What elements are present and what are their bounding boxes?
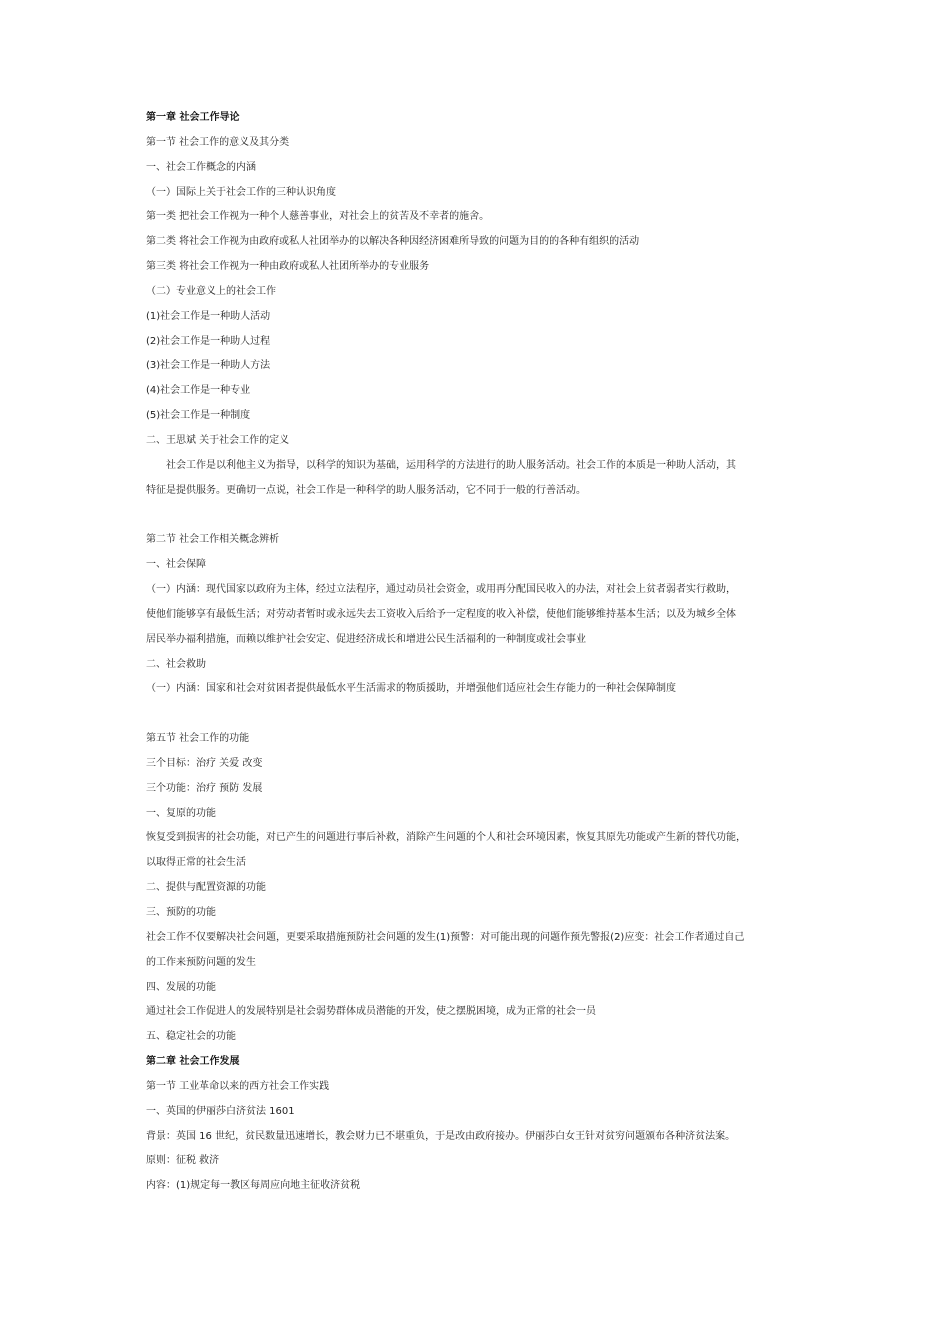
text-line: (3)社会工作是一种助人方法 (146, 360, 271, 372)
text-line: 二、社会救助 (146, 658, 206, 670)
text-line: 社会工作不仅要解决社会问题，更要采取措施预防社会问题的发生(1)预警：对可能出现的问题作预先警报(2)应变：社会工作者通过自己 (146, 931, 745, 943)
text-line: 第三类 将社会工作视为一种由政府或私人社团所举办的专业服务 (146, 261, 430, 273)
text-line: 背景：英国 16 世纪，贫民数量迅速增长，教会财力已不堪重负，于是改由政府接办。伊丽莎白女王针对贫穷问题颁布各种济贫法案。 (146, 1130, 736, 1142)
text-line: (2)社会工作是一种助人过程 (146, 335, 271, 347)
text-line: 一、社会保障 (146, 559, 206, 571)
text-line: 特征是提供服务。更确切一点说，社会工作是一种科学的助人服务活动，它不同于一般的行善活动。 (146, 484, 586, 496)
text-line: 三个功能：治疗 预防 发展 (146, 782, 263, 794)
text-line: 三个目标：治疗 关爱 改变 (146, 757, 263, 769)
text-line: 恢复受到损害的社会功能，对已产生的问题进行事后补救，消除产生问题的个人和社会环境因素，恢复其原先功能或产生新的替代功能， (146, 832, 746, 844)
text-line: 内容：(1)规定每一教区每周应向地主征收济贫税 (146, 1180, 361, 1192)
chapter-heading: 第二章 社会工作发展 (146, 1056, 240, 1068)
text-line: 二、提供与配置资源的功能 (146, 882, 266, 894)
text-line: （一）内涵：现代国家以政府为主体，经过立法程序，通过动员社会资金，或用再分配国民收入的办法，对社会上贫者弱者实行救助， (146, 584, 736, 596)
text-line: 通过社会工作促进人的发展特别是社会弱势群体成员潜能的开发，使之摆脱困境，成为正常的社会一员 (146, 1006, 596, 1018)
text-line: 第一节 工业革命以来的西方社会工作实践 (146, 1080, 330, 1092)
blank-line (146, 506, 816, 531)
text-line: （一）内涵：国家和社会对贫困者提供最低水平生活需求的物质援助，并增强他们适应社会生存能力的一种社会保障制度 (146, 683, 676, 695)
text-line: (1)社会工作是一种助人活动 (146, 310, 271, 322)
text-line: 一、社会工作概念的内涵 (146, 161, 256, 173)
text-line: 原则：征税 救济 (146, 1155, 220, 1167)
text-line: 以取得正常的社会生活 (146, 857, 246, 869)
text-line: 使他们能够享有最低生活；对劳动者暂时或永远失去工资收入后给予一定程度的收入补偿，使他们能够维持基本生活；以及为城乡全体 (146, 608, 736, 620)
text-line: 第五节 社会工作的功能 (146, 733, 250, 745)
text-line: 五、稳定社会的功能 (146, 1031, 236, 1043)
blank-line (146, 704, 816, 729)
text-line: （一）国际上关于社会工作的三种认识角度 (146, 186, 336, 198)
text-line: 三、预防的功能 (146, 907, 216, 918)
text-line: 社会工作是以利他主义为指导，以科学的知识为基础，运用科学的方法进行的助人服务活动。社会工作的本质是一种助人活动，其 (166, 459, 736, 471)
text-line: （二）专业意义上的社会工作 (146, 285, 276, 297)
text-line: (4)社会工作是一种专业 (146, 385, 251, 397)
text-line: 二、王思斌 关于社会工作的定义 (146, 434, 290, 446)
text-line: 居民举办福利措施，而赖以维护社会安定、促进经济成长和增进公民生活福利的一种制度或社会事业 (146, 633, 586, 645)
text-line: 第二节 社会工作相关概念辨析 (146, 534, 280, 546)
text-line: 第一类 把社会工作视为一种个人慈善事业，对社会上的贫苦及不幸者的施舍。 (146, 211, 490, 223)
text-line: (5)社会工作是一种制度 (146, 410, 251, 422)
chapter-heading: 第一章 社会工作导论 (146, 112, 240, 123)
text-line: 一、复原的功能 (146, 807, 216, 819)
text-line: 四、发展的功能 (146, 981, 216, 993)
text-line: 第一节 社会工作的意义及其分类 (146, 136, 290, 148)
text-line: 第二类 将社会工作视为由政府或私人社团举办的以解决各种因经济困难所导致的问题为目的的各种有组织的活动 (146, 236, 640, 248)
text-line: 的工作来预防问题的发生 (146, 956, 256, 968)
document-body (146, 108, 816, 1201)
text-line: 一、英国的伊丽莎白济贫法 1601 (146, 1105, 295, 1117)
